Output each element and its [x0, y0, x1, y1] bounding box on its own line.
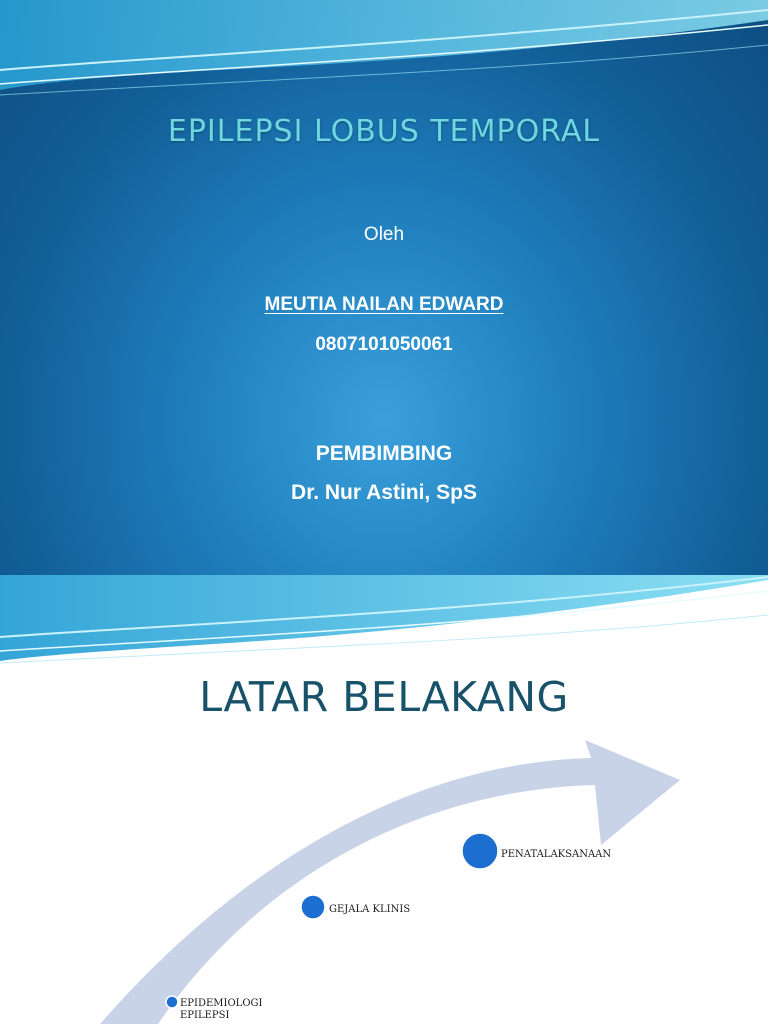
background-slide — [0, 575, 768, 1024]
by-label: Oleh — [363, 224, 405, 245]
author-name: MEUTIA NAILAN EDWARD — [264, 294, 504, 315]
author-id: 0807101050061 — [315, 334, 453, 355]
step-dot-1 — [166, 996, 178, 1008]
step-dot-3 — [462, 833, 498, 869]
process-arrow — [0, 575, 768, 1024]
slide-title: LATAR BELAKANG — [199, 673, 569, 721]
supervisor-label: PEMBIMBING — [315, 442, 453, 465]
slide-title: EPILEPSI LOBUS TEMPORAL — [167, 114, 601, 149]
step-dot-2 — [301, 895, 325, 919]
supervisor-name: Dr. Nur Astini, SpS — [291, 481, 477, 504]
step-label-penatalaksanaan: PENATALAKSANAAN — [501, 849, 612, 860]
step-label-gejala-klinis: GEJALA KLINIS — [329, 904, 411, 915]
step-label-epidemiologi: EPIDEMIOLOGI EPILEPSI — [180, 998, 263, 1021]
